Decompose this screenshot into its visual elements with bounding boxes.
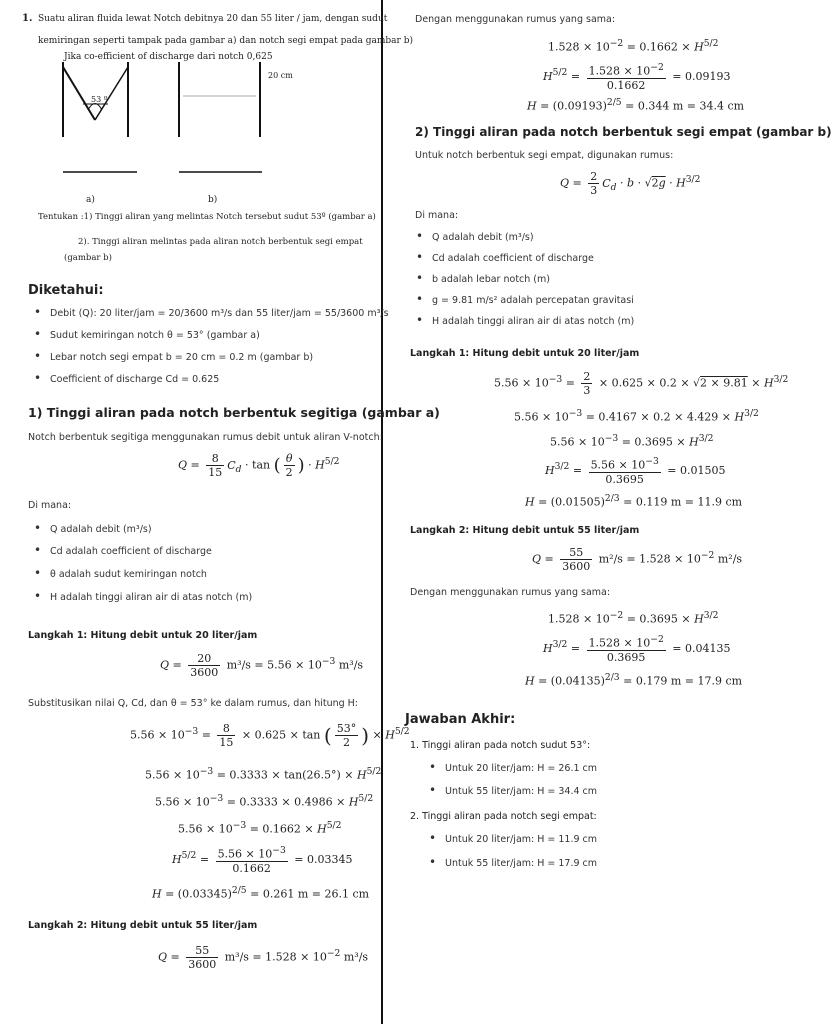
part-b-intro: Untuk notch berbentuk segi empat, digunakan rumus:: [415, 150, 674, 161]
angle-label: 53 º: [91, 95, 108, 104]
definition-item: • g = 9.81 m/s² adalah percepatan gravitasi: [432, 295, 634, 306]
definition-item: • Q adalah debit (m³/s): [432, 232, 534, 243]
part-a-title: 1) Tinggi aliran pada notch berbentuk segitiga (gambar a): [28, 405, 440, 420]
r-step2-eq-3: $H = (0.04135)^{2/3} = 0.179$ m = 17.9 cm: [525, 672, 743, 688]
r-step2-eq-1: $1.528 \times 10^{-2} = 0.3695 \times H^{3/2}$: [548, 610, 719, 626]
r-step1-eq-4: $H^{3/2}$ = $\frac{5.56 \times 10^{-3}}{0.3695}$ = 0.01505: [545, 456, 726, 486]
part-a-intro: Notch berbentuk segitiga menggunakan rumus debit untuk aliran V-notch:: [28, 432, 383, 443]
figure-a-label: a): [86, 195, 95, 205]
problem-number: 1.: [22, 13, 33, 24]
known-item: • Sudut kemiringan notch θ = 53° (gambar a): [50, 330, 260, 341]
problem-line-3: Jika co-efficient of discharge dari notch 0,625: [64, 52, 273, 62]
step1-eq-2: $5.56 \times 10^{-3} = 0.3333 \times \tan(26.5^\circ) \times H^{5/2}$: [145, 766, 382, 782]
task-2b: (gambar b): [64, 253, 112, 263]
r-eq-1: $1.528 \times 10^{-2} = 0.1662 \times H^{5/2}$: [548, 38, 719, 54]
rect-notch-formula: Q = $\frac{2}{3}$ $C_d \cdot b \cdot √2g \cdot H^{3/2}$: [560, 170, 701, 197]
step1-eq-3: $5.56 \times 10^{-3} = 0.3333 \times 0.4986 \times H^{5/2}$: [155, 793, 374, 809]
v-notch-formula: Q = $\frac{8}{15}$ $C_d \cdot \tan$ ( $\frac{\theta}{2}$ ) · $H^{5/2}$: [178, 452, 340, 479]
r-step1-eq-3: $5.56 \times 10^{-3} = 0.3695 \times H^{3/2}$: [550, 433, 714, 449]
column-divider: [381, 0, 383, 1024]
task-1: Tentukan :1) Tinggi aliran yang melintas Notch tersebut sudut 53º (gambar a): [38, 212, 376, 222]
same-formula-2: Dengan menggunakan rumus yang sama:: [410, 587, 611, 598]
r-step1-eq-1: $5.56 \times 10^{-3}$ = $\frac{2}{3}$ × $0.625 \times 0.2 \times √2 \times 9.81 \times H^{3/2}$: [494, 370, 789, 397]
r-step1-eq-2: $5.56 \times 10^{-3} = 0.4167 \times 0.2 \times 4.429 \times H^{3/2}$: [514, 408, 759, 424]
step1-q-calc: Q = $\frac{20}{3600}$ $m^3/s = 5.56 \times 10^{-3}$ m³/s: [160, 652, 364, 679]
r-step2-eq-2: $H^{3/2}$ = $\frac{1.528 \times 10^{-2}}{0.3695}$ = 0.04135: [543, 634, 731, 664]
answer-item: • Untuk 55 liter/jam: H = 34.4 cm: [445, 786, 597, 797]
part-a-dimana: Di mana:: [28, 500, 72, 511]
known-item: • Coefficient of discharge Cd = 0.625: [50, 374, 219, 385]
answer-title: Jawaban Akhir:: [405, 712, 516, 727]
known-item: • Debit (Q): 20 liter/jam = 20/3600 m³/s dan 55 liter/jam = 55/3600 m³/s: [50, 308, 389, 319]
definition-item: • θ adalah sudut kemiringan notch: [50, 569, 207, 580]
definition-item: • b adalah lebar notch (m): [432, 274, 550, 285]
definition-item: • H adalah tinggi aliran air di atas notch (m): [50, 592, 252, 603]
problem-line-1: Suatu aliran fluida lewat Notch debitnya 20 dan 55 liter / jam, dengan sudut: [38, 14, 388, 24]
part-b-title: 2) Tinggi aliran pada notch berbentuk segi empat (gambar b): [415, 125, 832, 139]
problem-line-2: kemiringan seperti tampak pada gambar a) dan notch segi empat pada gambar b): [38, 36, 413, 46]
step1-eq-5: $H^{5/2}$ = $\frac{5.56 \times 10^{-3}}{0.1662}$ = 0.03345: [172, 845, 353, 875]
r-step1-eq-5: $H = (0.01505)^{2/3} = 0.119$ m = 11.9 cm: [525, 493, 743, 509]
definition-item: • Cd adalah coefficient of discharge: [432, 253, 594, 264]
step1-eq-6: $H = (0.03345)^{2/5} = 0.261$ m = 26.1 cm: [152, 885, 370, 901]
r-step2-q-calc: Q = $\frac{55}{3600}$ $m^2/s = 1.528 \times 10^{-2}$ m²/s: [532, 546, 743, 573]
same-formula-1: Dengan menggunakan rumus yang sama:: [415, 14, 616, 25]
r-eq-3: $H = (0.09193)^{2/5} = 0.344$ m = 34.4 cm: [527, 97, 745, 113]
step1-eq-4: $5.56 \times 10^{-3} = 0.1662 \times H^{5/2}$: [178, 820, 342, 836]
definition-item: • Q adalah debit (m³/s): [50, 524, 152, 535]
r-eq-2: $H^{5/2}$ = $\frac{1.528 \times 10^{-2}}{0.1662}$ = 0.09193: [543, 62, 731, 92]
answer-1: 1. Tinggi aliran pada notch sudut 53°:: [410, 740, 591, 751]
figure-b-label: b): [208, 195, 218, 205]
part-a-step2-title: Langkah 2: Hitung debit untuk 55 liter/jam: [28, 920, 258, 931]
known-item: • Lebar notch segi empat b = 20 cm = 0.2 m (gambar b): [50, 352, 313, 363]
part-a-step1-title: Langkah 1: Hitung debit untuk 20 liter/jam: [28, 630, 258, 641]
definition-item: • H adalah tinggi aliran air di atas notch (m): [432, 316, 634, 327]
known-title: Diketahui:: [28, 283, 104, 298]
part-b-step1-title: Langkah 1: Hitung debit untuk 20 liter/jam: [410, 348, 640, 359]
answer-item: • Untuk 20 liter/jam: H = 11.9 cm: [445, 834, 597, 845]
part-b-step2-title: Langkah 2: Hitung debit untuk 55 liter/jam: [410, 525, 640, 536]
part-b-dimana: Di mana:: [415, 210, 459, 221]
part-a-subst: Substitusikan nilai Q, Cd, dan θ = 53° ke dalam rumus, dan hitung H:: [28, 698, 359, 709]
answer-item: • Untuk 55 liter/jam: H = 17.9 cm: [445, 858, 597, 869]
notch-figure: [55, 62, 355, 197]
step2-q-calc: Q = $\frac{55}{3600}$ $m^3/s = 1.528 \times 10^{-2}$ m³/s: [158, 944, 369, 971]
definition-item: • Cd adalah coefficient of discharge: [50, 546, 212, 557]
answer-item: • Untuk 20 liter/jam: H = 26.1 cm: [445, 763, 597, 774]
task-2: 2). Tinggi aliran melintas pada aliran notch berbentuk segi empat: [78, 237, 363, 247]
width-label: 20 cm: [268, 71, 293, 80]
answer-2: 2. Tinggi aliran pada notch segi empat:: [410, 811, 597, 822]
step1-eq-1: $5.56 \times 10^{-3}$ = $\frac{8}{15}$ × 0.625 × tan ( $\frac{53^\circ}{2}$ ) × $H^{5/2}$: [130, 722, 410, 749]
